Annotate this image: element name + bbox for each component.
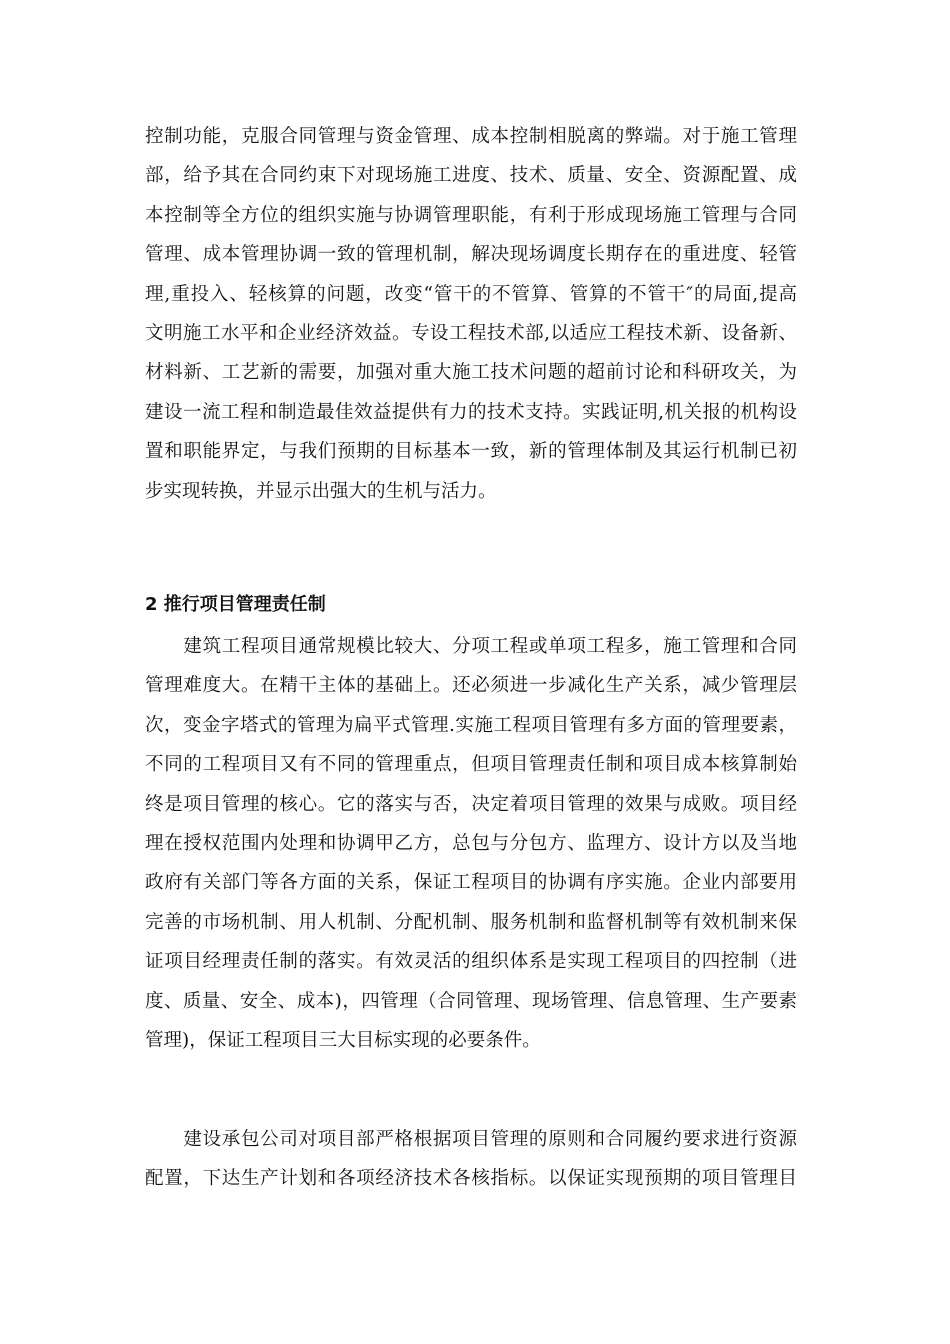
paragraph-line: 完善的市场机制、用人机制、分配机制、服务机制和监督机制等有效机制来保 <box>145 911 797 933</box>
paragraph-line: 理,重投入、轻核算的问题，改变“管干的不管算、管算的不管干″的局面,提高 <box>145 283 797 305</box>
paragraph-line: 本控制等全方位的组织实施与协调管理职能，有利于形成现场施工管理与合同 <box>145 204 797 226</box>
paragraph-line: 控制功能，克服合同管理与资金管理、成本控制相脱离的弊端。对于施工管理 <box>145 126 797 147</box>
paragraph-resource-allocation <box>145 1120 797 1199</box>
paragraph-line: 终是项目管理的核心。它的落实与否，决定着项目管理的效果与成败。项目经 <box>145 793 797 815</box>
paragraph-line: 不同的工程项目又有不同的管理重点，但项目管理责任制和项目成本核算制始 <box>145 754 797 776</box>
paragraph-line: 度、质量、安全、成本)，四管理（合同管理、现场管理、信息管理、生产要素 <box>145 990 797 1012</box>
paragraph-line: 部，给予其在合同约束下对现场施工进度、技术、质量、安全、资源配置、成 <box>145 165 797 187</box>
paragraph-line: 文明施工水平和企业经济效益。专设工程技术部,以适应工程技术新、设备新、 <box>145 322 797 344</box>
paragraph-line: 建设承包公司对项目部严格根据项目管理的原则和合同履约要求进行资源 <box>145 1129 797 1150</box>
paragraph-line: 管理难度大。在精干主体的基础上。还必须进一步减化生产关系，减少管理层 <box>145 675 797 697</box>
paragraph-line: 政府有关部门等各方面的关系，保证工程项目的协调有序实施。企业内部要用 <box>145 872 797 894</box>
paragraph-line: 材料新、工艺新的需要，加强对重大施工技术问题的超前讨论和科研攻关，为 <box>145 362 797 384</box>
section-heading: 2 推行项目管理责任制 <box>145 594 326 615</box>
paragraph-line: 步实现转换，并显示出强大的生机与活力。 <box>145 480 497 502</box>
paragraph-project-responsibility <box>145 627 797 1060</box>
paragraph-line: 配置，下达生产计划和各项经济技术各核指标。以保证实现预期的项目管理目 <box>145 1168 797 1190</box>
paragraph-line: 次，变金字塔式的管理为扁平式管理.实施工程项目管理有多方面的管理要素， <box>145 714 797 736</box>
paragraph-line: 证项目经理责任制的落实。有效灵活的组织体系是实现工程项目的四控制（进 <box>145 951 797 973</box>
paragraph-line: 建设一流工程和制造最佳效益提供有力的技术支持。实践证明,机关报的机构设 <box>145 401 797 423</box>
paragraph-line: 理在授权范围内处理和协调甲乙方，总包与分包方、监理方、设计方以及当地 <box>145 832 797 854</box>
paragraph-line: 管理、成本管理协调一致的管理机制，解决现场调度长期存在的重进度、轻管 <box>145 244 797 266</box>
paragraph-line: 置和职能界定，与我们预期的目标基本一致，新的管理体制及其运行机制已初 <box>145 441 797 463</box>
paragraph-line: 建筑工程项目通常规模比较大、分项工程或单项工程多，施工管理和合同 <box>145 636 797 657</box>
continuation-paragraph <box>145 117 797 511</box>
paragraph-line: 管理)，保证工程项目三大目标实现的必要条件。 <box>145 1029 541 1051</box>
